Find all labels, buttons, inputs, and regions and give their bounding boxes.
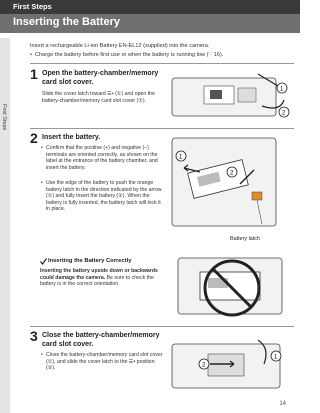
step-2-title: Insert the battery. [42,134,101,141]
intro-text: Insert a rechargeable Li-ion Battery EN-EL12 (supplied) into the camera. [30,43,210,49]
battery-latch-caption: Battery latch [230,236,260,242]
note-warning: Inserting the battery upside down or backwards could damage the camera. [40,268,158,281]
step-3-bullet-1: • Close the battery-chamber/memory card slot cover (①), and slide the cover latch to the ☰• position (②). [46,352,164,372]
callout-2: 2 [282,110,286,117]
battery-insertion-illustration [170,132,294,234]
step-1-body: Slide the cover latch toward ☰• (①) and open the battery-chamber/memory card slot cover (②). [42,91,155,104]
camera-bottom-open-illustration [170,66,294,126]
page-number: 14 [279,401,286,407]
step-3-number: 3 [30,328,38,344]
step-1-title: Open the battery-chamber/memory card slot cover. [42,70,159,86]
camera-bottom-close-illustration [170,334,294,400]
note-rest: Be sure to check the battery is in the correct orientation. [40,274,154,288]
step-2-bullet-2: • Use the edge of the battery to push the orange battery latch in the direction indicated by the arrow (①) and fully insert the battery (②). When the battery is fully inserted, the battery latch will lock it in place. [46,180,164,213]
divider [30,326,294,327]
page-title: Inserting the Battery [13,16,120,28]
intro-bullet: • Charge the battery before first use or when the battery is running low (∷ 16). [35,52,293,59]
wrong-orientation-illustration [170,250,294,324]
section-title: First Steps [13,2,52,11]
step-2-number: 2 [30,130,38,146]
note-check-icon [40,258,47,265]
note-body [40,268,168,288]
divider [30,128,294,129]
side-tab [0,38,10,413]
callout-1: 1 [274,354,278,361]
section-header [0,0,300,14]
callout-2: 2 [202,362,206,369]
note-title: Inserting the Battery Correctly [48,258,132,264]
step-1-number: 1 [30,66,38,82]
side-tab-label: First Steps [1,104,7,131]
page-title-bar [0,14,300,33]
callout-2: 2 [230,170,234,177]
divider [30,63,294,64]
callout-1: 1 [179,154,183,161]
callout-1: 1 [280,86,284,93]
step-2-bullet-1: • Confirm that the positive (+) and negative (–) terminals are oriented correctly, as shown on the label at the entrance of the battery chamber, and insert the battery. [46,145,164,171]
step-3-title: Close the battery-chamber/memory card slot cover. [42,332,160,348]
